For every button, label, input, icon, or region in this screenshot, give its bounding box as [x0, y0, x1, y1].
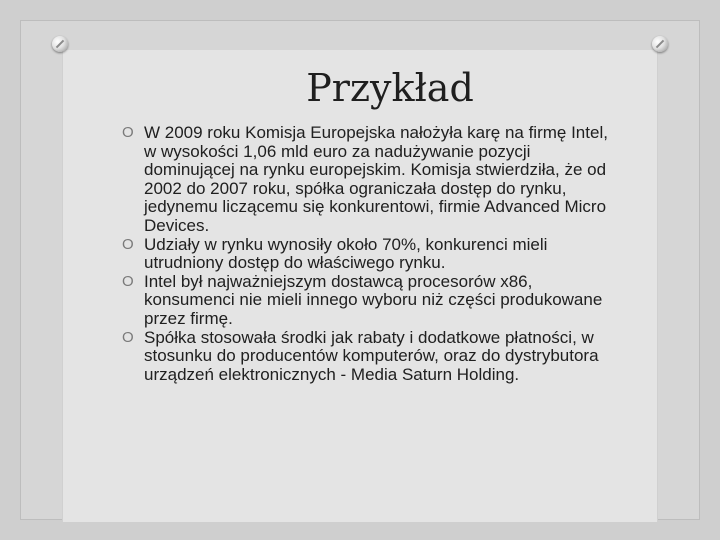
- screw-right-icon: [652, 36, 668, 52]
- bullet-icon: O: [122, 272, 134, 290]
- bullet-list: [122, 124, 612, 384]
- list-item: [122, 273, 612, 329]
- bullet-text: W 2009 roku Komisja Europejska nałożyła karę na firmę Intel, w wysokości 1,06 mld euro za nadużywanie pozycji dominującej na rynku europejskim. Komisja stwierdziła, że od 2002 do 2007 roku, spółka ograniczała dostęp do rynku, jedynemu liczącemu się konkurentowi, firmie Advanced Micro Devices.: [144, 123, 608, 235]
- bullet-icon: O: [122, 328, 134, 346]
- screw-left-icon: [52, 36, 68, 52]
- bullet-text: Udziały w rynku wynosiły około 70%, konkurenci mieli utrudniony dostęp do właściwego rynku.: [144, 234, 548, 273]
- slide-title: Przykład: [306, 66, 474, 110]
- list-item: [122, 236, 612, 273]
- bullet-text: Intel był najważniejszym dostawcą procesorów x86, konsumenci nie mieli innego wyboru niż części produkowane przez firmę.: [144, 271, 603, 328]
- bullet-text: Spółka stosowała środki jak rabaty i dodatkowe płatności, w stosunku do producentów komputerów, oraz do dystrybutora urządzeń elektronicznych - Media Saturn Holding.: [144, 327, 599, 384]
- bullet-icon: O: [122, 124, 134, 141]
- list-item: [122, 329, 612, 385]
- list-item: [122, 124, 612, 236]
- bullet-icon: O: [122, 235, 134, 253]
